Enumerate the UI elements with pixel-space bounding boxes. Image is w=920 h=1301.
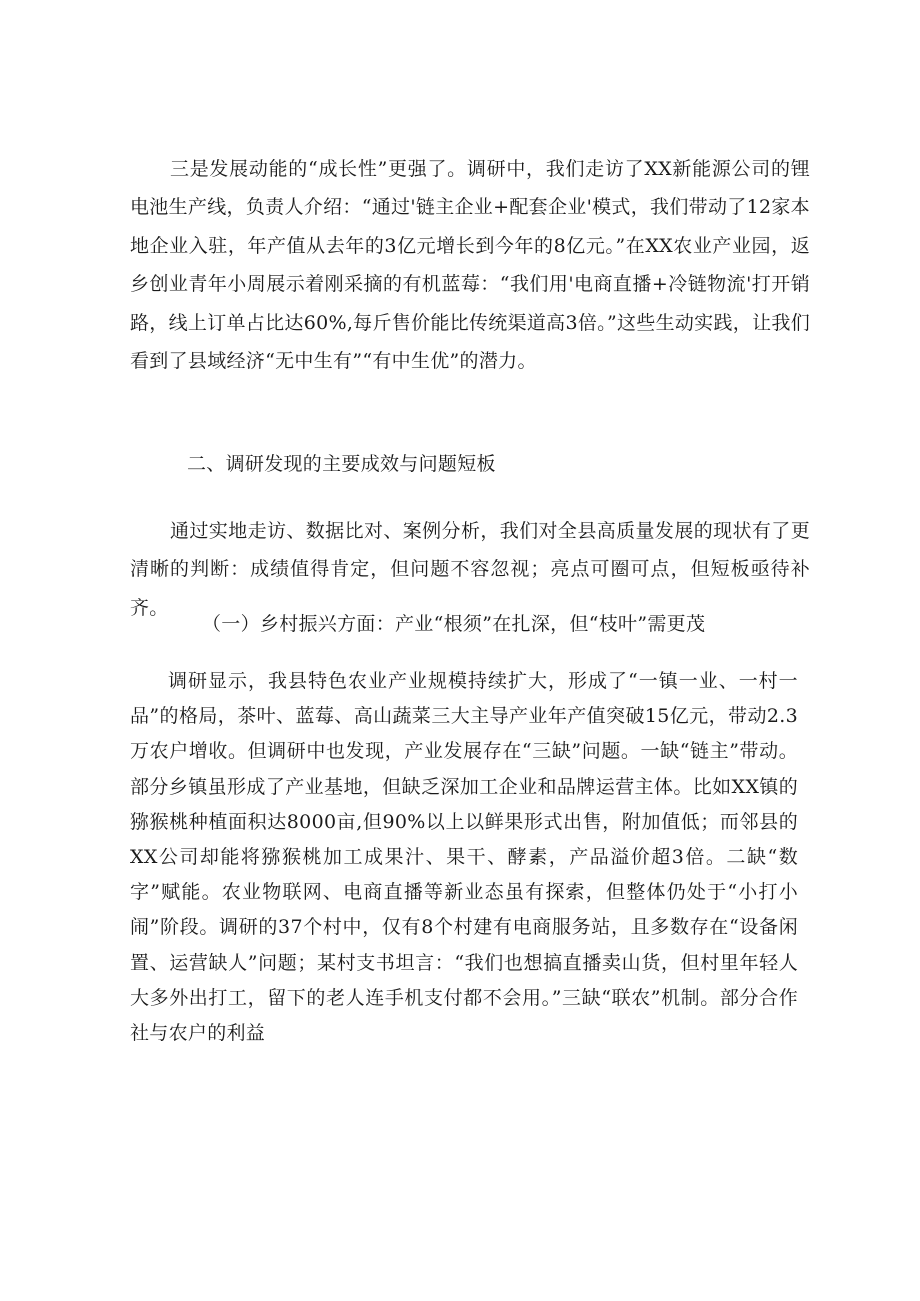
body-paragraph: 通过实地走访、数据比对、案例分析，我们对全县高质量发展的现状有了更清晰的判断：成绩值得肯定，但问题不容忽视；亮点可圈可点，但短板亟待补齐。 [130,520,810,619]
body-paragraph: 三是发展动能的“成长性”更强了。调研中，我们走访了XX新能源公司的锂电池生产线，负责人介绍：“通过'链主企业+配套企业'模式，我们带动了12家本地企业入驻，年产值从去年的3亿元增长到今年的8亿元。”在XX农业产业园，返乡创业青年小周展示着刚采摘的有机蓝莓：“我们用'电商直播+冷链物流'打开销路，线上订单占比达60%,每斤售价能比传统渠道高3倍。”这些生动实践，让我们看到了县域经济“无中生有”“有中生优”的潜力。 [130,158,810,373]
body-paragraph: 调研显示，我县特色农业产业规模持续扩大，形成了“一镇一业、一村一品”的格局，茶叶、蓝莓、高山蔬菜三大主导产业年产值突破15亿元，带动2.3万农户增收。但调研中也发现，产业发展存在“三缺”问题。一缺“链主”带动。部分乡镇虽形成了产业基地，但缺乏深加工企业和品牌运营主体。比如XX镇的猕猴桃种植面积达8000亩,但90%以上以鲜果形式出售，附加值低；而邻县的XX公司却能将猕猴桃加工成果汁、果干、酵素，产品溢价超3倍。二缺“数字”赋能。农业物联网、电商直播等新业态虽有探索，但整体仍处于“小打小闹”阶段。调研的37个村中，仅有8个村建有电商服务站，且多数存在“设备闲置、运营缺人”问题；某村支书坦言：“我们也想搞直播卖山货，但村里年轻人大多外出打工，留下的老人连手机支付都不会用。”三缺“联农”机制。部分合作社与农户的利益 [130,670,798,1045]
subsection-heading: （一）乡村振兴方面：产业“根须”在扎深，但“枝叶”需更茂 [202,613,706,635]
section-heading: 二、调研发现的主要成效与问题短板 [187,453,496,475]
